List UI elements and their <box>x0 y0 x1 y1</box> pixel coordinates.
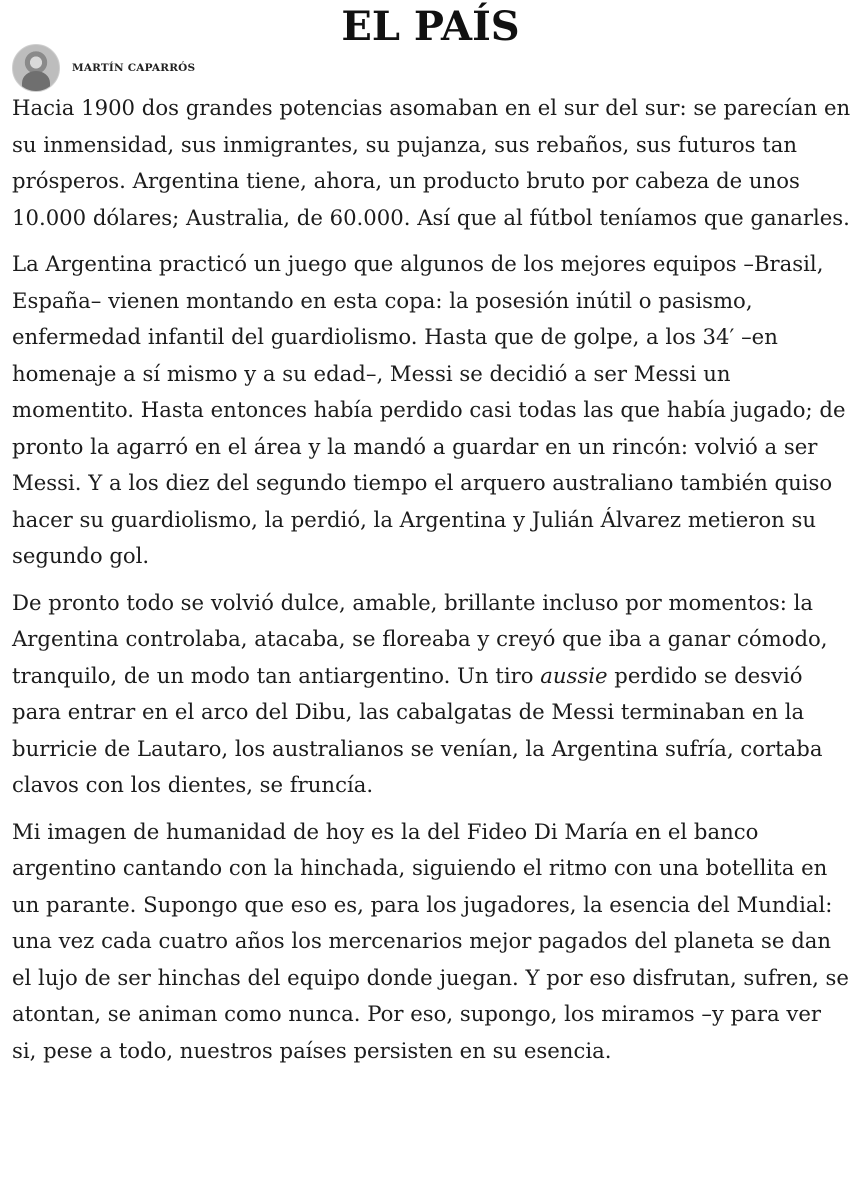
byline <box>12 44 195 92</box>
author-avatar[interactable] <box>12 44 60 92</box>
paragraph-3-text-after: perdido se desvió para entrar en el arco del Dibu, las cabalgatas de Messi terminaban en la burricie de Lautaro, los australianos se venían, la Argentina sufría, cortaba clavos con los dientes, se fruncía. <box>12 662 823 797</box>
paragraph-4: Mi imagen de humanidad de hoy es la del Fideo Di María en el banco argentino cantando con la hinchada, siguiendo el ritmo con una botellita en un parante. Supongo que eso es, para los jugadores, la esencia del Mundial: una vez cada cuatro años los mercenarios mejor pagados del planeta se dan el lujo de ser hinchas del equipo donde juegan. Y por eso disfrutan, sufren, se atontan, se animan como nunca. Por eso, supongo, los miramos –y para ver si, pese a todo, nuestros países persisten en su esencia. <box>12 818 849 1063</box>
paragraph-1: Hacia 1900 dos grandes potencias asomaban en el sur del sur: se parecían en su inmensidad, sus inmigrantes, su pujanza, sus rebaños, sus futuros tan prósperos. Argentina tiene, ahora, un producto bruto por cabeza de unos 10.000 dólares; Australia, de 60.000. Así que al fútbol teníamos que ganarles. <box>12 95 851 230</box>
italic-term-aussie: aussie <box>540 662 608 688</box>
el-pais-logo[interactable]: EL PAÍS <box>341 3 520 50</box>
paragraph-3 <box>12 585 852 804</box>
author-name[interactable]: MARTÍN CAPARRÓS <box>72 62 196 74</box>
article-body <box>12 90 852 1079</box>
paragraph-3-text-before: De pronto todo se volvió dulce, amable, brillante incluso por momentos: la Argentina controlaba, atacaba, se floreaba y creyó que iba a ganar cómodo, tranquilo, de un modo tan antiargentino. Un tiro <box>12 589 828 688</box>
paragraph-2: La Argentina practicó un juego que algunos de los mejores equipos –Brasil, España– vienen montando en esta copa: la posesión inútil o pasismo, enfermedad infantil del guardiolismo. Hasta que de golpe, a los 34′ –en homenaje a sí mismo y a su edad–, Messi se decidió a ser Messi un momentito. Hasta entonces había perdido casi todas las que había jugado; de pronto la agarró en el área y la mandó a guardar en un rincón: volvió a ser Messi. Y a los diez del segundo tiempo el arquero australiano también quiso hacer su guardiolismo, la perdió, la Argentina y Julián Álvarez metieron su segundo gol. <box>12 251 846 568</box>
